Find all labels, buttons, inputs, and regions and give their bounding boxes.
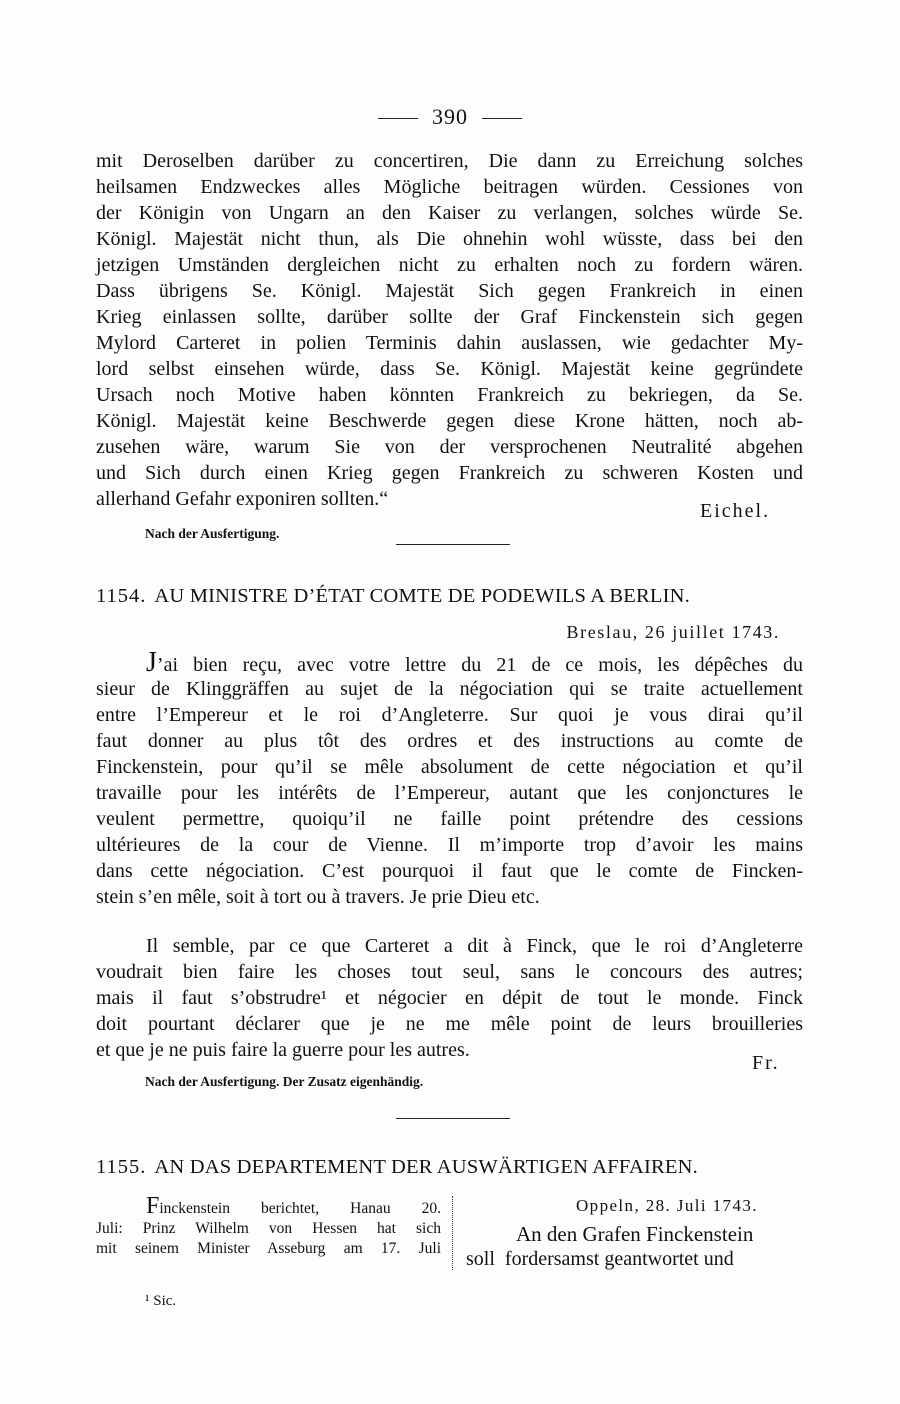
text-line	[466, 1248, 806, 1271]
text-line: Mylord Carteret in polien Terminis dahin auslassen, wie gedachter My-	[96, 332, 803, 354]
text-word: soll	[466, 1248, 495, 1270]
text-line: Königl. Majestät nicht thun, als Die ohnehin wohl wüsste, dass bei den	[96, 228, 803, 250]
text-line: und Sich durch einen Krieg gegen Frankreich zu schweren Kosten und	[96, 462, 803, 484]
header-rule-right	[482, 118, 522, 119]
letter-number: 1155.	[96, 1156, 147, 1178]
text-line: An den Grafen Finckenstein	[516, 1222, 754, 1246]
text-line-rest: ’ai bien reçu, avec votre lettre du 21 de ce mois, les dépêches du	[156, 654, 803, 676]
text-line: mais il faut s’obstrudre¹ et négocier en dépit de tout le monde. Finck	[96, 987, 803, 1009]
signature: Fr.	[752, 1052, 780, 1074]
text-line: voudrait bien faire les choses tout seul, sans le concours des autres;	[96, 961, 803, 983]
text-line: travaille pour les intérêts de l’Empereur, autant que les conjonctures le	[96, 782, 803, 804]
text-line: entre l’Empereur et le roi d’Angleterre. Sur quoi je vous dirai qu’il	[96, 704, 803, 726]
text-line: mit Deroselben darüber zu concertiren, Die dann zu Erreichung solches	[96, 150, 803, 172]
letter-heading	[96, 1156, 803, 1179]
summary-line: mit seinem Minister Asseburg am 17. Juli	[96, 1240, 441, 1257]
dateline: Breslau, 26 juillet 1743.	[566, 622, 780, 642]
summary-line	[96, 1193, 441, 1219]
text-line: Finckenstein, pour qu’il se mêle absolument de cette négociation et qu’il	[96, 756, 803, 778]
text-line: veulent permettre, quoiqu’il ne faille point prétendre des cessions	[96, 808, 803, 830]
text-line: lord selbst einsehen würde, dass Se. Königl. Majestät keine gegründete	[96, 358, 803, 380]
page-number: 390	[432, 104, 468, 129]
drop-cap: J	[146, 647, 157, 678]
text-line: Königl. Majestät keine Beschwerde gegen diese Krone hätten, noch ab-	[96, 410, 803, 432]
text-line: der Königin von Ungarn an den Kaiser zu verlangen, solches würde Se.	[96, 202, 803, 224]
letter-title: AU MINISTRE D’ÉTAT COMTE DE PODEWILS A BERLIN.	[154, 585, 690, 607]
source-note: Nach der Ausfertigung.	[145, 526, 280, 541]
text-line: dans cette négociation. C’est pourquoi il faut que le comte de Fincken-	[96, 860, 803, 882]
text-line: faut donner au plus tôt des ordres et des instructions au comte de	[96, 730, 803, 752]
section-divider	[396, 1118, 510, 1119]
letter-number: 1154.	[96, 585, 147, 607]
source-note: Nach der Ausfertigung. Der Zusatz eigenhändig.	[145, 1074, 424, 1089]
column-divider	[452, 1196, 453, 1270]
text-line: ultérieures de la cour de Vienne. Il m’importe trop d’avoir les mains	[96, 834, 803, 856]
summary-drop-cap: F	[146, 1193, 160, 1219]
text-line: jetzigen Umständen dergleichen nicht zu erhalten noch zu fordern wären.	[96, 254, 803, 276]
section-divider	[396, 544, 510, 545]
text-line: zusehen wäre, warum Sie von der versprochenen Neutralité abgehen	[96, 436, 803, 458]
text-line-rest: fordersamst geantwortet und	[504, 1248, 734, 1270]
text-line: allerhand Gefahr exponiren sollten.“	[96, 488, 389, 510]
text-line: sieur de Klinggräffen au sujet de la négociation qui se traite actuellement	[96, 678, 803, 700]
text-line: stein s’en mêle, soit à tort ou à travers. Je prie Dieu etc.	[96, 886, 540, 908]
summary-column	[96, 1193, 441, 1259]
text-line: doit pourtant déclarer que je ne me mêle point de leurs brouilleries	[96, 1013, 803, 1035]
header-rule-left	[378, 118, 418, 119]
signature: Eichel.	[700, 500, 771, 522]
text-line: et que je ne puis faire la guerre pour les autres.	[96, 1039, 470, 1061]
text-line: Il semble, par ce que Carteret a dit à Finck, que le roi d’Angleterre	[146, 935, 803, 957]
text-line: Ursach noch Motive haben könnten Frankreich zu bekriegen, da Se.	[96, 384, 803, 406]
letter-heading	[96, 585, 803, 608]
summary-line-rest: inckenstein berichtet, Hanau 20.	[159, 1200, 441, 1217]
dateline: Oppeln, 28. Juli 1743.	[576, 1196, 758, 1215]
text-line	[146, 647, 803, 678]
letter-title: AN DAS DEPARTEMENT DER AUSWÄRTIGEN AFFAIREN.	[154, 1156, 698, 1178]
page-number-header	[0, 104, 900, 130]
footnote: ¹ Sic.	[145, 1293, 177, 1309]
text-line: Dass übrigens Se. Königl. Majestät Sich gegen Frankreich in einen	[96, 280, 803, 302]
text-line: Krieg einlassen sollte, darüber sollte der Graf Finckenstein sich gegen	[96, 306, 803, 328]
text-line: heilsamen Endzweckes alles Mögliche beitragen würden. Cessiones von	[96, 176, 803, 198]
summary-line: Juli: Prinz Wilhelm von Hessen hat sich	[96, 1220, 441, 1237]
